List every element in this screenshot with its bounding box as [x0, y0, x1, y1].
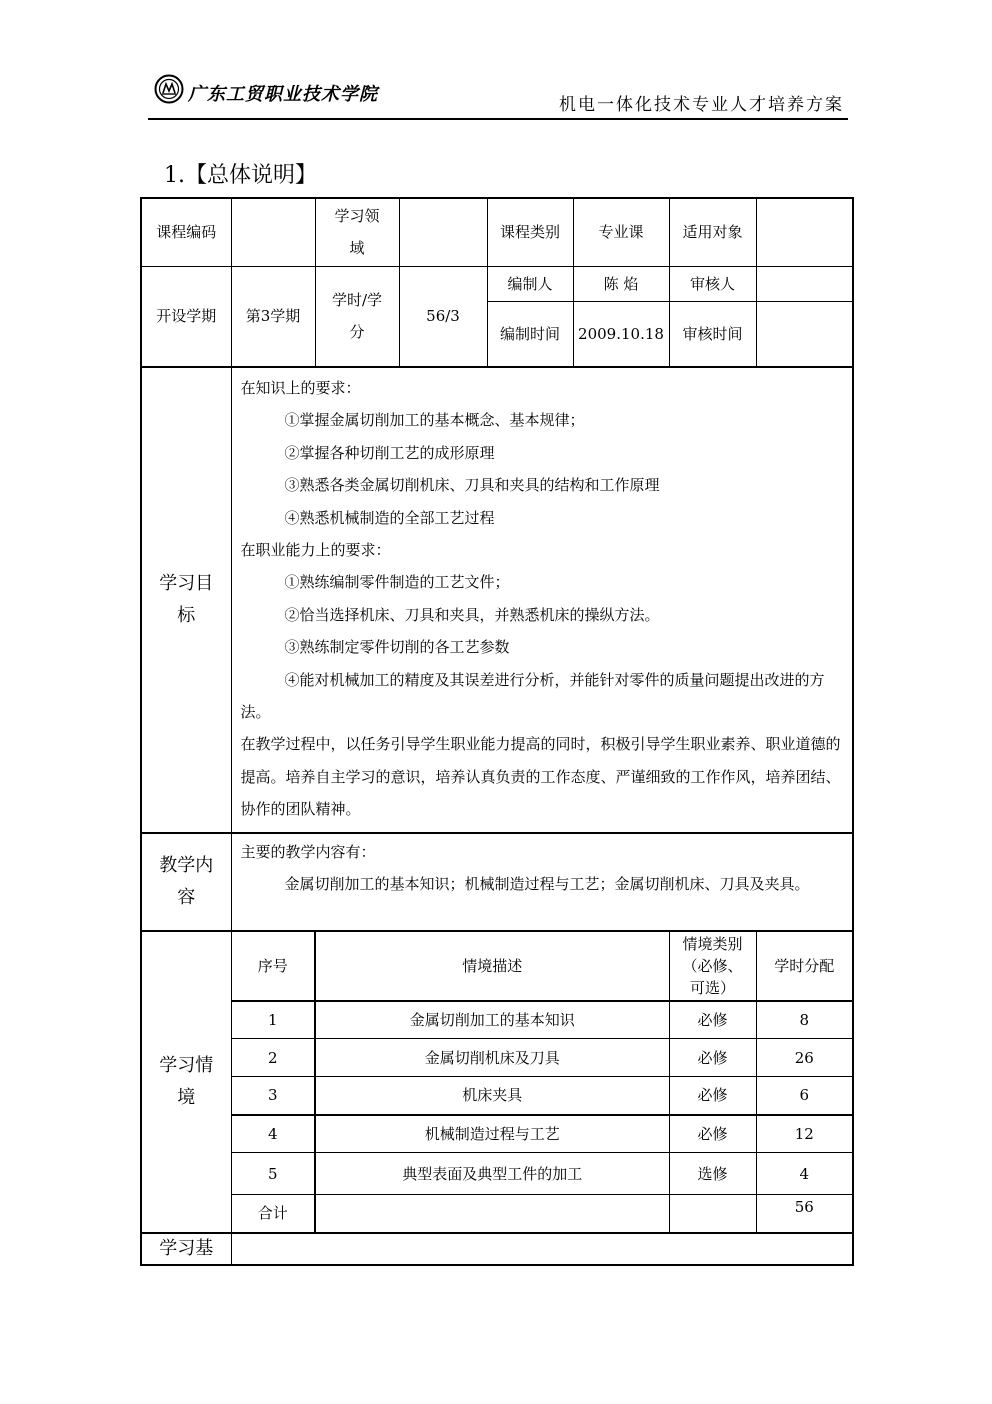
knowledge-item: ③熟悉各类金属切削机床、刀具和夹具的结构和工作原理 — [284, 476, 660, 495]
school-name: 广东工贸职业技术学院 — [188, 84, 378, 105]
scenario-no: 2 — [231, 1039, 315, 1077]
page-header — [148, 68, 848, 120]
scenario-hours: 12 — [756, 1115, 853, 1153]
scenario-no: 4 — [231, 1115, 315, 1153]
field-label: 学习领域 — [315, 198, 399, 266]
ability-heading: 在职业能力上的要求： — [240, 541, 391, 560]
scenario-type: 必修 — [669, 1077, 756, 1115]
scenario-hours: 4 — [756, 1153, 853, 1195]
basis-label: 学习基 — [141, 1233, 231, 1265]
term-label: 开设学期 — [141, 266, 231, 367]
scenario-no: 5 — [231, 1153, 315, 1195]
scenario-type: 必修 — [669, 1039, 756, 1077]
date-label: 编制时间 — [487, 301, 573, 367]
ability-item: ②恰当选择机床、刀具和夹具，并熟悉机床的操纵方法。 — [284, 605, 660, 624]
scenario-desc: 机床夹具 — [315, 1077, 669, 1115]
review-date-label: 审核时间 — [669, 301, 756, 367]
scenario-total-type — [669, 1195, 756, 1233]
scenario-desc: 机械制造过程与工艺 — [315, 1115, 669, 1153]
scenario-total-hours: 56 — [756, 1195, 853, 1233]
ability-item: ④能对机械加工的精度及其误差进行分析，并能针对零件的质量问题提出改进的方法。 — [240, 670, 825, 722]
objectives-body — [231, 367, 853, 833]
scenario-no: 1 — [231, 1001, 315, 1039]
ability-item: ③熟练制定零件切削的各工艺参数 — [284, 638, 510, 657]
author-label: 编制人 — [487, 266, 573, 301]
reviewer-label: 审核人 — [669, 266, 756, 301]
scenario-hours: 26 — [756, 1039, 853, 1077]
scenario-type: 必修 — [669, 1115, 756, 1153]
knowledge-heading: 在知识上的要求： — [240, 379, 361, 397]
course-code-value — [231, 198, 315, 266]
knowledge-item: ①掌握金属切削加工的基本概念、基本规律； — [284, 411, 585, 430]
scenario-total-desc — [315, 1195, 669, 1233]
category-label: 课程类别 — [487, 198, 573, 266]
field-value — [399, 198, 487, 266]
term-value: 第3学期 — [231, 266, 315, 367]
scenario-desc: 金属切削机床及刀具 — [315, 1039, 669, 1077]
category-value: 专业课 — [573, 198, 669, 266]
teaching-note: 在教学过程中，以任务引导学生职业能力提高的同时，积极引导学生职业素养、职业道德的提高。培养自主学习的意识，培养认真负责的工作态度、严谨细致的工作作风，培养团结、协作的团队精神。 — [240, 735, 841, 819]
scenario-no: 3 — [231, 1077, 315, 1115]
audience-value — [756, 198, 853, 266]
date-value: 2009.10.18 — [573, 301, 669, 367]
knowledge-item: ②掌握各种切削工艺的成形原理 — [284, 443, 495, 462]
document-title: 机电一体化技术专业人才培养方案 — [559, 95, 844, 115]
scenario-desc: 金属切削加工的基本知识 — [315, 1001, 669, 1039]
reviewer-value — [756, 266, 853, 301]
scenario-header-desc: 情境描述 — [315, 931, 669, 1001]
knowledge-item: ④熟悉机械制造的全部工艺过程 — [284, 508, 495, 527]
school-logo-icon — [154, 74, 184, 104]
author-value: 陈 焰 — [573, 266, 669, 301]
section-title: 1.【总体说明】 — [164, 163, 317, 188]
review-date-value — [756, 301, 853, 367]
audience-label: 适用对象 — [669, 198, 756, 266]
hours-value: 56/3 — [399, 266, 487, 367]
scenario-header-type: 情境类别（必修、可选） — [669, 931, 756, 1001]
scenario-total-label: 合计 — [231, 1195, 315, 1233]
ability-item: ①熟练编制零件制造的工艺文件； — [284, 573, 510, 592]
content-text: 金属切削加工的基本知识；机械制造过程与工艺；金属切削机床、刀具及夹具。 — [284, 875, 810, 894]
scenario-hours: 8 — [756, 1001, 853, 1039]
objectives-label: 学习目标 — [141, 367, 231, 833]
scenarios-label: 学习情境 — [141, 931, 231, 1233]
course-code-label: 课程编码 — [141, 198, 231, 266]
scenario-hours: 6 — [756, 1077, 853, 1115]
scenario-header-hours: 学时分配 — [756, 931, 853, 1001]
content-body — [231, 833, 853, 931]
scenario-desc: 典型表面及典型工件的加工 — [315, 1153, 669, 1195]
scenario-type: 必修 — [669, 1001, 756, 1039]
hours-label: 学时/学分 — [315, 266, 399, 367]
content-heading: 主要的教学内容有： — [240, 842, 376, 861]
scenario-type: 选修 — [669, 1153, 756, 1195]
course-overview-table — [140, 197, 854, 1266]
scenario-header-no: 序号 — [231, 931, 315, 1001]
content-label: 教学内容 — [141, 833, 231, 931]
basis-body — [231, 1233, 853, 1265]
